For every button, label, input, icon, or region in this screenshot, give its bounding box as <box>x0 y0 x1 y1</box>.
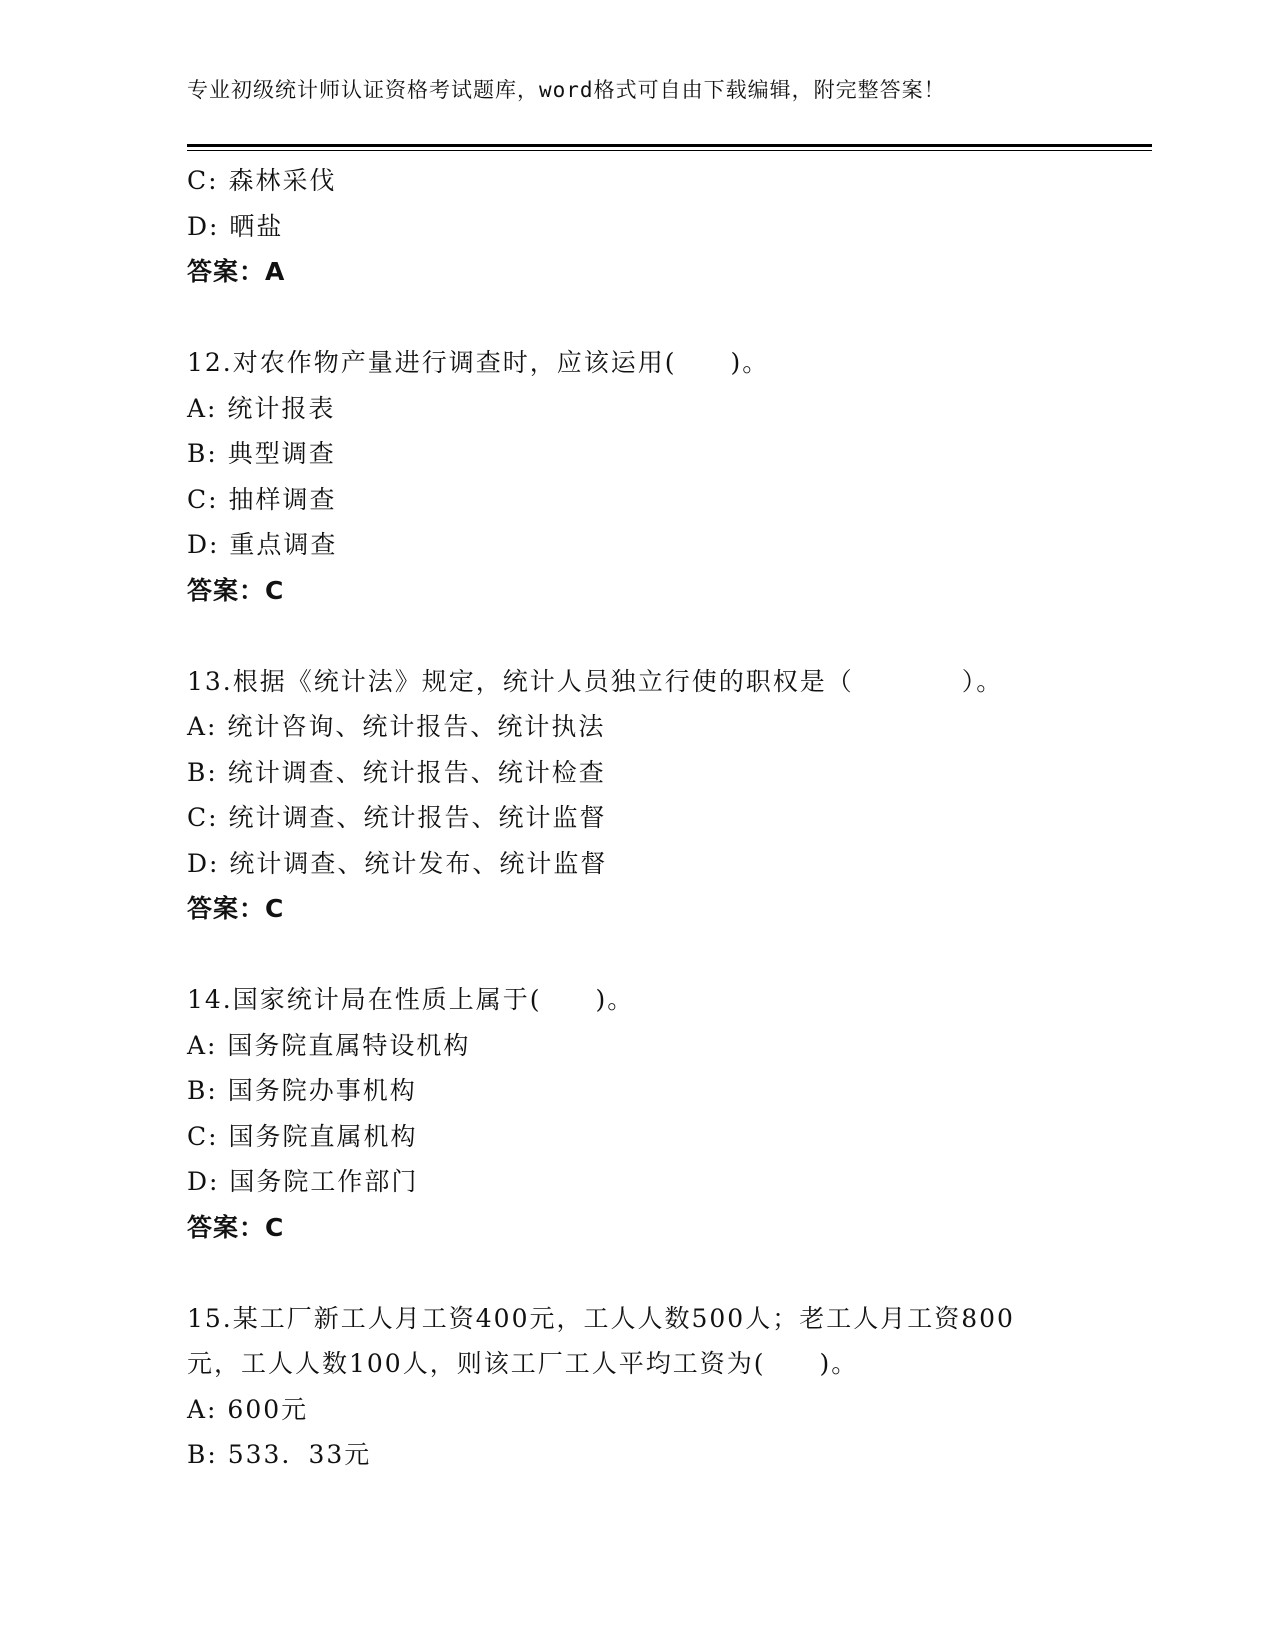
option-b: B: 典型调查 <box>187 439 336 468</box>
option-c: C: 森林采伐 <box>187 166 337 195</box>
question-list <box>187 158 1107 1478</box>
option-d: D: 重点调查 <box>187 530 338 559</box>
option-b: B: 国务院办事机构 <box>187 1076 417 1105</box>
option-c: C: 抽样调查 <box>187 484 337 514</box>
question-stem: 13.根据《统计法》规定，统计人员独立行使的职权是（ ）。 <box>187 666 1004 696</box>
question-stem: 12.对农作物产量进行调查时，应该运用( )。 <box>187 348 770 377</box>
option-d: D: 晒盐 <box>187 211 284 241</box>
option-c: C: 国务院直属机构 <box>187 1121 418 1151</box>
answer: 答案：C <box>187 575 285 605</box>
option-a: A: 统计咨询、统计报告、统计执法 <box>187 712 606 741</box>
option-d: D: 国务院工作部门 <box>187 1167 419 1196</box>
question-stem: 14.国家统计局在性质上属于( )。 <box>187 985 635 1014</box>
option-d: D: 统计调查、统计发布、统计监督 <box>187 848 608 878</box>
option-a: A: 600元 <box>187 1394 309 1424</box>
question-stem-line-2: 元，工人人数100人，则该工厂工人平均工资为( )。 <box>187 1349 859 1378</box>
header-rule-thick <box>187 144 1152 147</box>
page-header: 专业初级统计师认证资格考试题库，word格式可自由下载编辑，附完整答案！ <box>187 78 946 102</box>
option-c: C: 统计调查、统计报告、统计监督 <box>187 803 607 832</box>
option-b: B: 533．33元 <box>187 1440 372 1469</box>
answer: 答案：C <box>187 1212 285 1242</box>
header-rule-thin <box>187 150 1152 151</box>
answer: 答案：A <box>187 257 286 286</box>
answer: 答案：C <box>187 894 285 923</box>
question-stem-line-1: 15.某工厂新工人月工资400元，工人人数500人；老工人月工资800 <box>187 1303 1015 1333</box>
option-a: A: 国务院直属特设机构 <box>187 1030 471 1060</box>
option-b: B: 统计调查、统计报告、统计检查 <box>187 757 606 787</box>
option-a: A: 统计报表 <box>187 393 336 423</box>
